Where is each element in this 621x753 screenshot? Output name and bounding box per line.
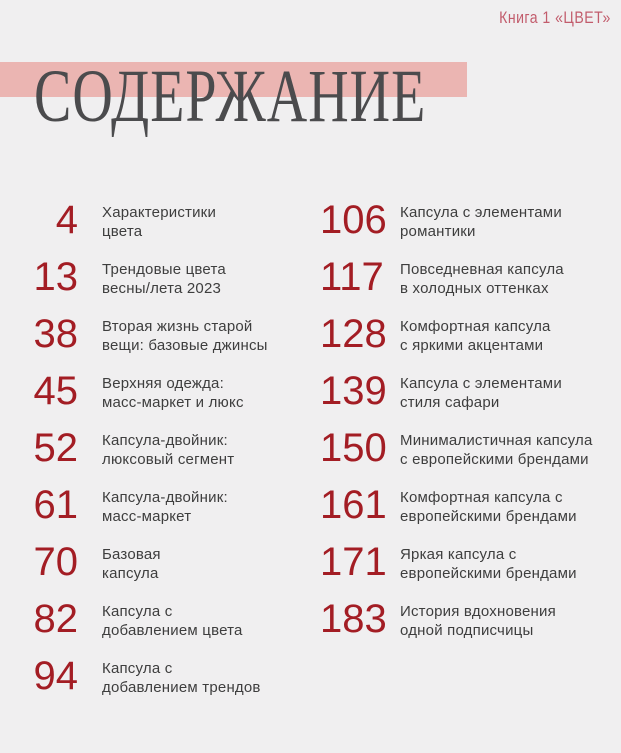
toc-entry[interactable] bbox=[30, 200, 268, 257]
toc-entry[interactable] bbox=[320, 371, 593, 428]
toc-page-number: 13 bbox=[33, 255, 78, 299]
toc-page-number: 94 bbox=[33, 654, 78, 698]
page-title: СОДЕРЖАНИЕ bbox=[34, 54, 427, 139]
toc-entry[interactable] bbox=[30, 542, 268, 599]
toc-entry-title bbox=[102, 488, 228, 526]
toc-entry[interactable] bbox=[30, 656, 268, 713]
toc-entry-line2: европейскими брендами bbox=[400, 565, 577, 582]
toc-entry-line1: Базовая bbox=[102, 546, 161, 563]
toc-entry-title bbox=[102, 659, 261, 697]
toc-entry-title bbox=[102, 260, 226, 298]
toc-page-number: 45 bbox=[33, 369, 78, 413]
toc-page-number: 117 bbox=[320, 255, 384, 299]
toc-entry-title bbox=[400, 374, 562, 412]
toc-entry-title bbox=[102, 602, 243, 640]
toc-left-column bbox=[30, 200, 268, 713]
toc-entry-line2: европейскими брендами bbox=[400, 508, 577, 525]
toc-entry-line2: стиля сафари bbox=[400, 394, 500, 411]
toc-entry-line1: Вторая жизнь старой bbox=[102, 318, 253, 335]
toc-entry[interactable] bbox=[320, 314, 593, 371]
toc-page-number: 70 bbox=[33, 540, 78, 584]
toc-entry-title bbox=[102, 431, 234, 469]
toc-entry[interactable] bbox=[320, 485, 593, 542]
toc-page-number: 183 bbox=[320, 597, 387, 641]
toc-entry[interactable] bbox=[320, 542, 593, 599]
toc-entry-line2: добавлением трендов bbox=[102, 679, 261, 696]
toc-entry-title bbox=[400, 602, 556, 640]
toc-entry-line2: вещи: базовые джинсы bbox=[102, 337, 268, 354]
toc-entry-title bbox=[400, 260, 564, 298]
toc-page-number: 38 bbox=[33, 312, 78, 356]
toc-entry-line2: добавлением цвета bbox=[102, 622, 243, 639]
toc-entry-line2: романтики bbox=[400, 223, 476, 240]
toc-entry-line1: История вдохновения bbox=[400, 603, 556, 620]
toc-entry-line1: Трендовые цвета bbox=[102, 261, 226, 278]
toc-entry[interactable] bbox=[320, 599, 593, 656]
toc-entry-line1: Яркая капсула с bbox=[400, 546, 517, 563]
toc-entry-title bbox=[102, 545, 161, 583]
toc-page-number: 128 bbox=[320, 312, 387, 356]
toc-entry[interactable] bbox=[30, 314, 268, 371]
toc-entry-line1: Капсула с элементами bbox=[400, 375, 562, 392]
toc-entry-title bbox=[400, 545, 577, 583]
toc-entry-line2: масс-маркет и люкс bbox=[102, 394, 244, 411]
toc-page-number: 161 bbox=[320, 483, 387, 527]
toc-entry[interactable] bbox=[320, 428, 593, 485]
toc-entry-line1: Капсула с bbox=[102, 603, 173, 620]
toc-entry-line1: Капсула с элементами bbox=[400, 204, 562, 221]
edition-label: Книга 1 «ЦВЕТ» bbox=[499, 9, 611, 28]
toc-entry-line2: капсула bbox=[102, 565, 159, 582]
toc-entry-title bbox=[102, 374, 244, 412]
toc-entry-title bbox=[102, 203, 216, 241]
toc-entry[interactable] bbox=[30, 257, 268, 314]
toc-entry-line2: с европейскими брендами bbox=[400, 451, 589, 468]
toc-entry-line2: в холодных оттенках bbox=[400, 280, 549, 297]
toc-page-number: 61 bbox=[33, 483, 78, 527]
toc-entry-line1: Комфортная капсула с bbox=[400, 489, 563, 506]
toc-entry-title bbox=[400, 203, 562, 241]
toc-entry[interactable] bbox=[30, 485, 268, 542]
toc-page-number: 150 bbox=[320, 426, 387, 470]
toc-entry-line1: Минималистичная капсула bbox=[400, 432, 593, 449]
toc-entry[interactable] bbox=[320, 200, 593, 257]
toc-entry-line1: Капсула-двойник: bbox=[102, 489, 228, 506]
toc-entry-title bbox=[400, 488, 577, 526]
toc-right-column bbox=[320, 200, 593, 656]
toc-page-number: 82 bbox=[33, 597, 78, 641]
toc-entry-line1: Верхняя одежда: bbox=[102, 375, 224, 392]
toc-entry-line2: одной подписчицы bbox=[400, 622, 534, 639]
toc-entry[interactable] bbox=[30, 599, 268, 656]
toc-entry-line2: цвета bbox=[102, 223, 143, 240]
toc-entry[interactable] bbox=[30, 428, 268, 485]
toc-entry[interactable] bbox=[30, 371, 268, 428]
toc-entry-line1: Капсула-двойник: bbox=[102, 432, 228, 449]
toc-entry-line1: Капсула с bbox=[102, 660, 173, 677]
toc-page-number: 139 bbox=[320, 369, 387, 413]
toc-entry-title bbox=[400, 317, 551, 355]
toc-page-number: 4 bbox=[55, 198, 78, 242]
toc-page-number: 52 bbox=[33, 426, 78, 470]
toc-entry-line2: масс-маркет bbox=[102, 508, 192, 525]
toc-entry-line2: с яркими акцентами bbox=[400, 337, 544, 354]
toc-entry-title bbox=[400, 431, 593, 469]
toc-page-number: 106 bbox=[320, 198, 387, 242]
toc-entry-line2: весны/лета 2023 bbox=[102, 280, 222, 297]
toc-entry-line1: Комфортная капсула bbox=[400, 318, 551, 335]
toc-entry-line2: люксовый сегмент bbox=[102, 451, 235, 468]
toc-entry[interactable] bbox=[320, 257, 593, 314]
toc-page-number: 171 bbox=[320, 540, 387, 584]
toc-entry-line1: Характеристики bbox=[102, 204, 217, 221]
toc-entry-title bbox=[102, 317, 268, 355]
toc-entry-line1: Повседневная капсула bbox=[400, 261, 564, 278]
